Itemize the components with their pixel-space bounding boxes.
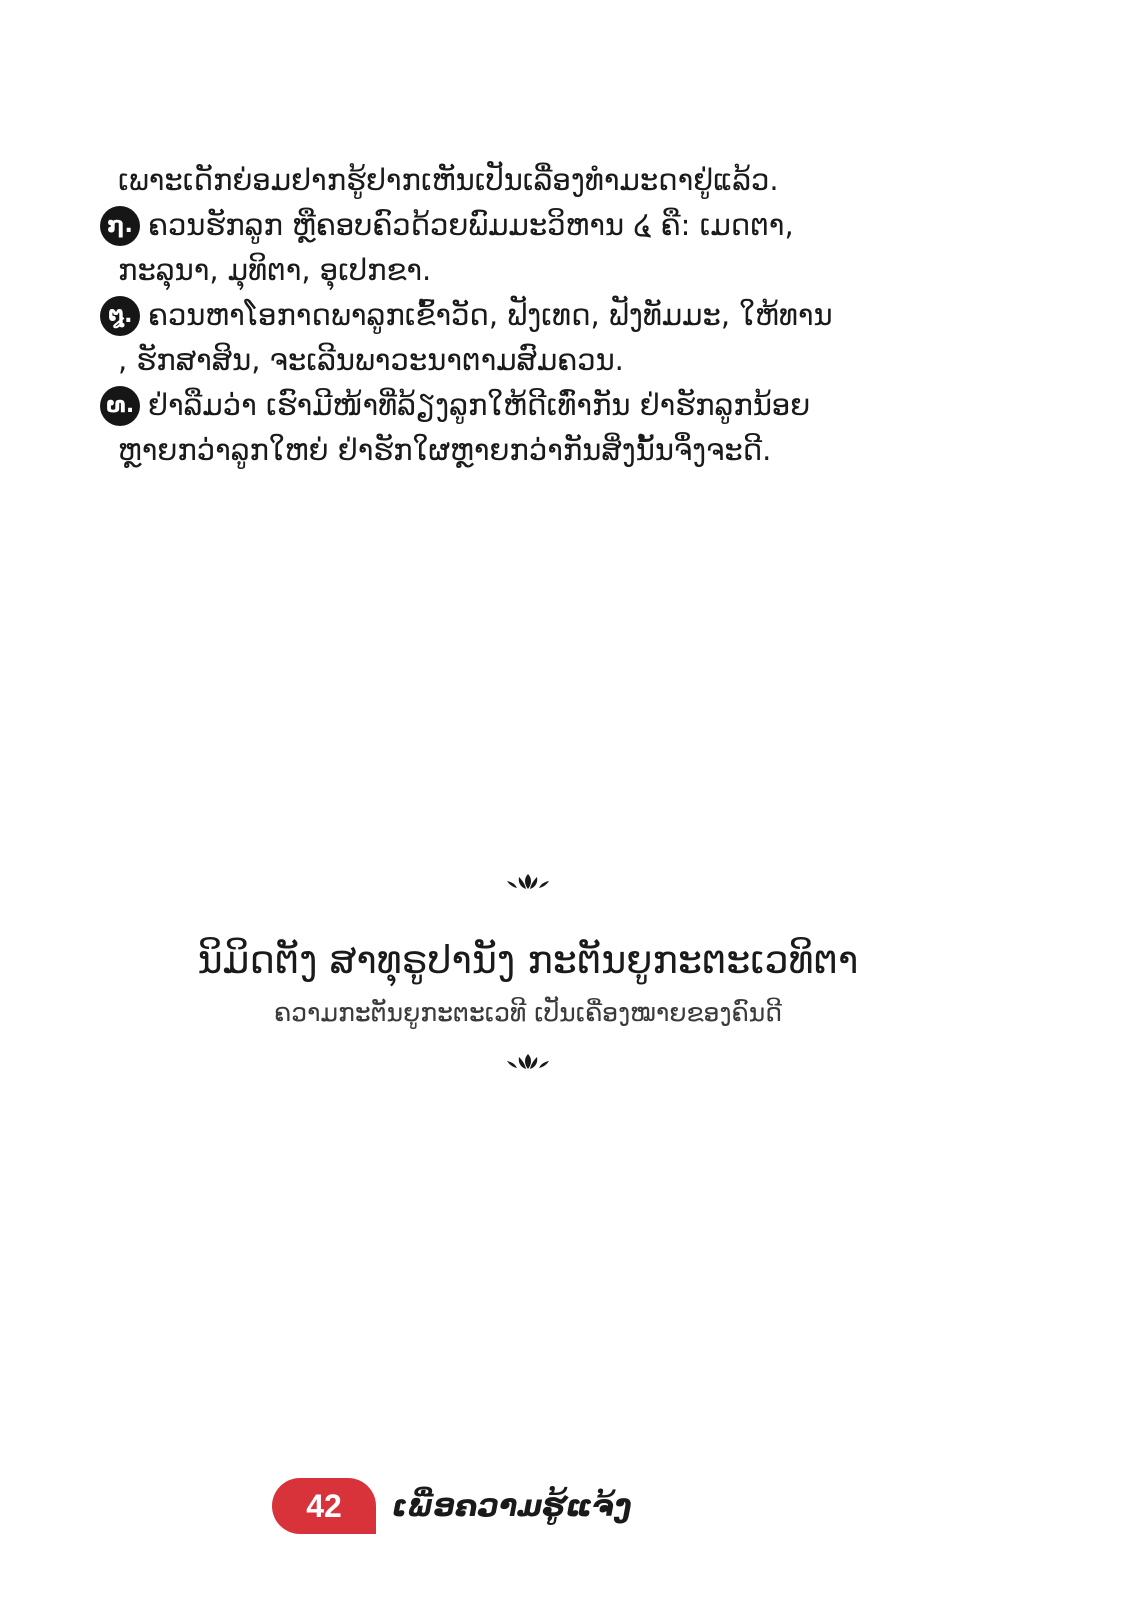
body-text	[100, 158, 860, 473]
item-text: ຄວນຫາໂອກາດພາລູກເຂົ້າວັດ, ຟັງເທດ, ຟັງທັມມະ, ໃຫ້ທານ	[148, 298, 833, 332]
item-continuation: ຫຼາຍກວ່າລູກໃຫຍ່ ຢ່າຮັກໃຜຫຼາຍກວ່າກັນສິ່ງນັ້ນຈຶ່ງຈະດີ.	[118, 433, 772, 467]
item-continuation: ກະລຸນາ, ມຸທິຕາ, ອຸເປກຂາ.	[118, 253, 432, 287]
item-continuation: , ຮັກສາສິນ, ຈະເລີນພາວະນາຕາມສົມຄວນ.	[118, 343, 624, 377]
book-title: ເພື່ອຄວາມຮູ້ແຈ້ງ	[392, 1488, 632, 1524]
item-number-badge: ໙.	[100, 386, 140, 426]
page-footer	[272, 1476, 631, 1536]
item-number-badge: ໗.	[100, 206, 140, 246]
list-item-7	[100, 203, 860, 248]
proverb-subtitle: ຄວາມກະຕັນຍູກະຕະເວທີ ເປັນເຄື່ອງໝາຍຂອງຄົນດີ	[274, 998, 782, 1027]
intro-line: ເພາະເດັກຍ່ອມຢາກຮູ້ຢາກເຫັນເປັນເລື່ອງທຳມະດາຢູ່ແລ້ວ.	[118, 163, 779, 197]
list-item-8	[100, 293, 860, 338]
page-number: 42	[272, 1478, 376, 1534]
item-number-badge: ໘.	[100, 296, 140, 336]
item-text: ຄວນຮັກລູກ ຫຼືຄອບຄົວດ້ວຍພົມມະວິຫານ ໔ ຄື: ເມດຕາ,	[148, 208, 794, 242]
lotus-ornament-icon	[504, 872, 552, 892]
lotus-ornament-icon	[504, 1052, 552, 1072]
proverb-title: ນິມິດຕັງ ສາທຸຣູປານັງ ກະຕັນຍູກະຕະເວທິຕາ	[197, 938, 859, 982]
list-item-9	[100, 383, 860, 428]
item-text: ຢ່າລືມວ່າ ເຮົາມີໜ້າທີ່ລ້ຽງລູກໃຫ້ດີເທົ່າກັນ ຢ່າຮັກລູກນ້ອຍ	[148, 388, 811, 422]
